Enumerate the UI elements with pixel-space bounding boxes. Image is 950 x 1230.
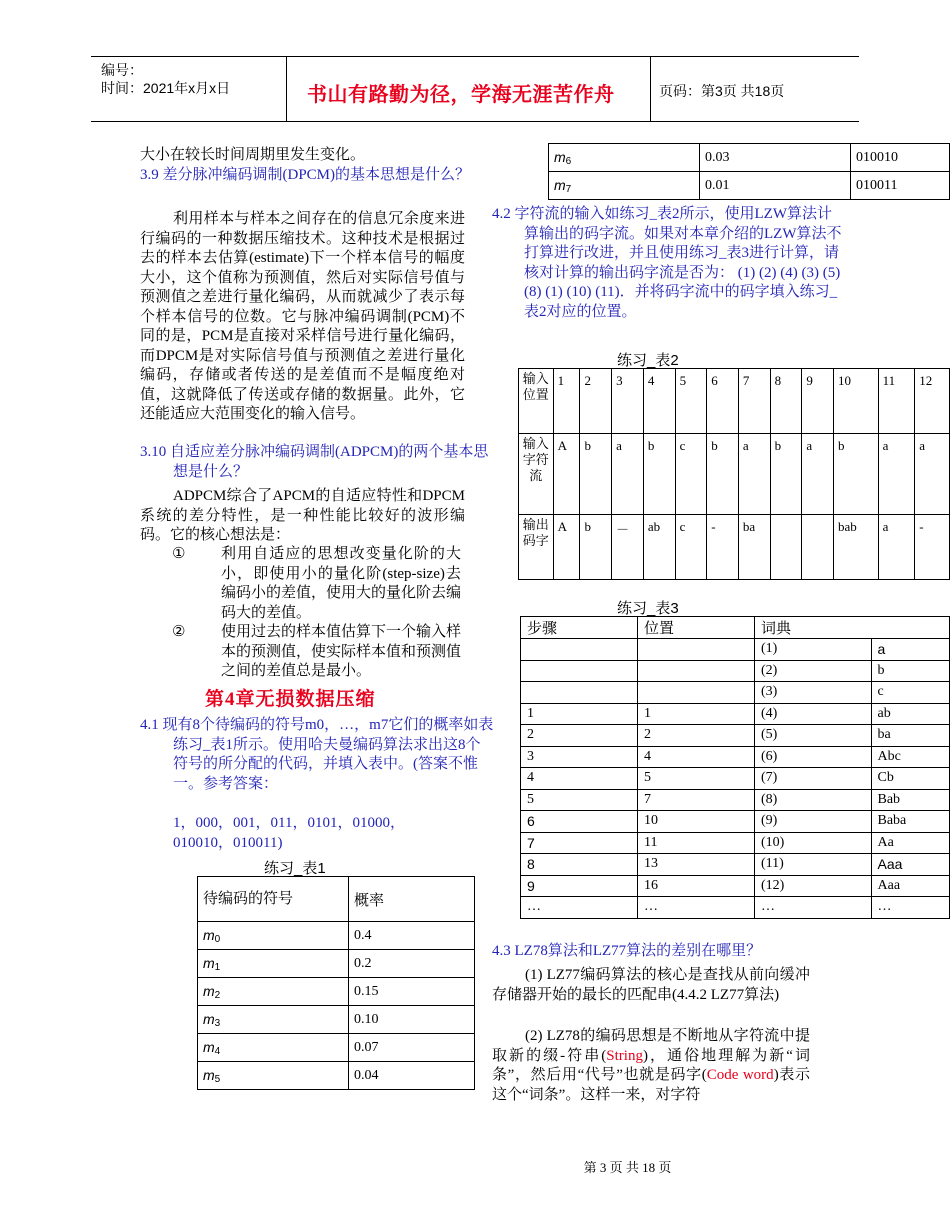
- table2-cell: 12: [915, 369, 950, 434]
- table3-cell: …: [521, 897, 638, 919]
- table3-cell: 10: [638, 811, 755, 833]
- table3-cell: 4: [521, 768, 638, 790]
- table3-cell: [638, 682, 755, 704]
- table3-cell: [638, 660, 755, 682]
- table3-cell: (5): [755, 725, 872, 747]
- table2: [518, 368, 950, 580]
- table3-cell: Baba: [871, 811, 950, 833]
- table-row: [549, 144, 950, 172]
- table3-cell: [521, 639, 638, 661]
- table1-continued: [548, 143, 950, 200]
- table2-cell: b: [580, 434, 612, 515]
- table3-cell: (6): [755, 746, 872, 768]
- table3-cell: 5: [638, 768, 755, 790]
- table2-row-position: [519, 369, 950, 434]
- table1-symbol: $m_1$: [198, 950, 349, 978]
- table2-cell: a: [878, 515, 915, 580]
- table1-symbol: $m_2$: [198, 978, 349, 1006]
- table2-cell: 7: [738, 369, 770, 434]
- table3-cell: (9): [755, 811, 872, 833]
- table1-code: 010011: [851, 172, 950, 200]
- table2-cell: c: [675, 434, 707, 515]
- answer-3-10: ADPCM综合了APCM的自适应特性和DPCM系统的差分特性，是一种性能比较好的波形编码。它的核心想法是：: [140, 488, 465, 543]
- table3-cell: …: [871, 897, 950, 919]
- table3-cell: ba: [871, 725, 950, 747]
- table3-cell: 2: [521, 725, 638, 747]
- table3-cell: ab: [871, 703, 950, 725]
- table1-prob: 0.2: [349, 950, 475, 978]
- table-row: [521, 682, 950, 704]
- table-row: [198, 978, 475, 1006]
- table3-cell: (8): [755, 789, 872, 811]
- table-row: [549, 172, 950, 200]
- table2-row-input: [519, 434, 950, 515]
- question-4-3: 4.3 LZ78算法和LZ77算法的差别在哪里？: [492, 943, 762, 959]
- table2-cell: b: [707, 434, 739, 515]
- paragraph-continued: 大小在较长时间周期里发生变化。: [140, 147, 366, 163]
- table3-cell: [521, 660, 638, 682]
- table3-cell: …: [755, 897, 872, 919]
- table3-cell: c: [871, 682, 950, 704]
- table2-cell: a: [612, 434, 644, 515]
- table1-symbol: $m_3$: [198, 1006, 349, 1034]
- table3-cell: (7): [755, 768, 872, 790]
- table3-cell: a: [871, 639, 950, 661]
- list-item-1: 利用自适应的思想改变量化阶的大小，即使用小的量化阶(step-size)去编码小的差值，使用大的量化阶去编码大的差值。: [221, 546, 462, 621]
- list-marker-2: ②: [172, 624, 186, 640]
- table3-cell: (3): [755, 682, 872, 704]
- table3-cell: 5: [521, 789, 638, 811]
- table1-header-symbol: 待编码的符号: [198, 877, 349, 922]
- table1-header-prob: 概率: [349, 877, 475, 922]
- table1-prob: 0.15: [349, 978, 475, 1006]
- table-row: [198, 1062, 475, 1090]
- answer-4-3-part1: (1) LZ77编码算法的核心是查找从前向缓冲存储器开始的最长的匹配串(4.4.2 LZ77算法): [492, 967, 810, 1003]
- question-4-1: 4.1 现有8个待编码的符号m0，…，m7它们的概率如表练习_表1所示。使用哈夫曼编码算法求出这8个符号的所分配的代码，并填入表中。(答案不惟一。参考答案：: [140, 717, 494, 792]
- table3-cell: 1: [638, 703, 755, 725]
- table2-row-label: 输入字符流: [519, 434, 554, 515]
- table-row: [521, 811, 950, 833]
- table1: [197, 876, 475, 1090]
- table-row: [198, 1034, 475, 1062]
- table1-symbol: $m_7$: [549, 172, 700, 200]
- table3-cell: [521, 682, 638, 704]
- table3-cell: (2): [755, 660, 872, 682]
- table2-cell: [802, 515, 834, 580]
- table2-row-output: [519, 515, 950, 580]
- table2-cell: 10: [833, 369, 878, 434]
- table1-header-row: [198, 877, 475, 922]
- table3-cell: Abc: [871, 746, 950, 768]
- header-bottom-rule: [91, 121, 859, 122]
- table3: [520, 616, 950, 919]
- table3-cell: [638, 639, 755, 661]
- page-footer: 第 3 页 共 18 页: [583, 1160, 672, 1175]
- table2-cell: -: [915, 515, 950, 580]
- table-row: [198, 950, 475, 978]
- table3-caption: 练习_表3: [617, 600, 679, 617]
- question-4-2: 4.2 字符流的输入如练习_表2所示，使用LZW算法计算输出的码字流。如果对本章介绍的LZW算法不打算进行改进，并且使用练习_表3进行计算，请核对计算的输出码字流是否为： (1) (2) (4) (3) (5) (8) (1) (10) (11)．并将码字流中的码字填入练习_表2对应的位置。: [492, 206, 842, 320]
- table2-cell: c: [675, 515, 707, 580]
- table2-cell: 2: [580, 369, 612, 434]
- table1-code: 010010: [851, 144, 950, 172]
- table1-symbol: $m_4$: [198, 1034, 349, 1062]
- table1-prob: 0.04: [349, 1062, 475, 1090]
- table-row: [198, 922, 475, 950]
- table3-cell: 16: [638, 875, 755, 897]
- table3-cell: 7: [521, 832, 638, 854]
- table-row: [521, 875, 950, 897]
- table3-header: 词典: [755, 617, 872, 639]
- chapter-title: 第4章无损数据压缩: [205, 689, 376, 710]
- header-top-rule: [91, 56, 859, 57]
- table2-row-label: 输出码字: [519, 515, 554, 580]
- table2-cell: b: [580, 515, 612, 580]
- table3-cell: 2: [638, 725, 755, 747]
- table-row: [521, 789, 950, 811]
- table-row: [521, 639, 950, 661]
- table-row: [521, 725, 950, 747]
- table2-cell: a: [738, 434, 770, 515]
- term-string: String: [606, 1047, 643, 1064]
- table1-prob: 0.03: [700, 144, 851, 172]
- table1-prob: 0.07: [349, 1034, 475, 1062]
- question-4-1-answer: 1，000，001，011，0101，01000，010010，010011): [173, 815, 405, 851]
- table3-cell: (1): [755, 639, 872, 661]
- table-row: [521, 746, 950, 768]
- header-page-info: 页码：第3页 共18页: [659, 83, 785, 99]
- table2-cell: a: [878, 434, 915, 515]
- table-row: [521, 832, 950, 854]
- table1-caption: 练习_表1: [264, 860, 326, 877]
- table3-cell: Aaa: [871, 854, 950, 876]
- table1-symbol: $m_5$: [198, 1062, 349, 1090]
- table3-cell: 4: [638, 746, 755, 768]
- table3-header: 步骤: [521, 617, 638, 639]
- table2-cell: b: [643, 434, 675, 515]
- term-code-word: Code word: [706, 1067, 774, 1083]
- table1-symbol: $m_0$: [198, 922, 349, 950]
- table2-cell: bab: [833, 515, 878, 580]
- table3-cell: 7: [638, 789, 755, 811]
- table2-cell: 8: [770, 369, 802, 434]
- table2-cell: a: [915, 434, 950, 515]
- table3-cell: (10): [755, 832, 872, 854]
- table3-cell: 6: [521, 811, 638, 833]
- table2-cell: a: [802, 434, 834, 515]
- table3-cell: Aaa: [871, 875, 950, 897]
- doc-time: 时间：2021年x月x日: [101, 80, 231, 96]
- table3-cell: Cb: [871, 768, 950, 790]
- table3-cell: 8: [521, 854, 638, 876]
- table2-caption: 练习_表2: [617, 352, 679, 369]
- table2-cell: －: [612, 515, 644, 580]
- table2-cell: A: [553, 434, 580, 515]
- table2-cell: -: [707, 515, 739, 580]
- doc-number-label: 编号：: [101, 62, 143, 78]
- table3-cell: 3: [521, 746, 638, 768]
- table2-cell: 9: [802, 369, 834, 434]
- table3-cell: Bab: [871, 789, 950, 811]
- table3-cell: (4): [755, 703, 872, 725]
- list-item-2: 使用过去的样本值估算下一个输入样本的预测值，使实际样本值和预测值之间的差值总是最小。: [221, 624, 462, 679]
- table2-cell: 4: [643, 369, 675, 434]
- list-marker-1: ①: [172, 546, 186, 562]
- table3-header-row: [521, 617, 950, 639]
- table2-cell: 6: [707, 369, 739, 434]
- table1-prob: 0.4: [349, 922, 475, 950]
- table3-cell: Aa: [871, 832, 950, 854]
- table2-cell: 5: [675, 369, 707, 434]
- table2-cell: ab: [643, 515, 675, 580]
- table3-cell: …: [638, 897, 755, 919]
- answer-3-9: 利用样本与样本之间存在的信息冗余度来进行编码的一种数据压缩技术。这种技术是根据过去的样本去估算(estimate)下一个样本信号的幅度大小，这个值称为预测值，然后对实际信号值与预测值之差进行量化编码，从而就减少了表示每个样本信号的位数。它与脉冲编码调制(PCM)不同的是，PCM是直接对采样信号进行量化编码，而DPCM是对实际信号值与预测值之差进行量化编码，存储或者传送的是差值而不是幅度绝对值，这就降低了传送或存储的数据量。此外，它还能适应大范围变化的输入信号。: [140, 211, 465, 422]
- table-row: [521, 703, 950, 725]
- table-row: [521, 768, 950, 790]
- table3-cell: 11: [638, 832, 755, 854]
- table3-cell: (12): [755, 875, 872, 897]
- table-row: [521, 897, 950, 919]
- question-3-9: 3.9 差分脉冲编码调制(DPCM)的基本思想是什么？: [140, 167, 471, 183]
- table3-cell: 13: [638, 854, 755, 876]
- table2-cell: 3: [612, 369, 644, 434]
- table3-cell: 1: [521, 703, 638, 725]
- table3-header: [871, 617, 950, 639]
- question-3-10: 3.10 自适应差分脉冲编码调制(ADPCM)的两个基本思想是什么？: [140, 444, 489, 480]
- table1-prob: 0.10: [349, 1006, 475, 1034]
- table2-cell: b: [770, 434, 802, 515]
- table3-header: 位置: [638, 617, 755, 639]
- table2-cell: 1: [553, 369, 580, 434]
- table2-cell: 11: [878, 369, 915, 434]
- table2-cell: ba: [738, 515, 770, 580]
- header-divider-2: [650, 57, 651, 121]
- table2-row-label: 输入位置: [519, 369, 554, 434]
- table1-symbol: $m_6$: [549, 144, 700, 172]
- answer-4-3-part2: (2) LZ78的编码思想是不断地从字符流中提取新的缀-符串(String)，通俗地理解为新“词条”，然后用“代号”也就是码字(Code word)表示这个“词条”。这样一来，对字符: [492, 1028, 810, 1103]
- table2-cell: b: [833, 434, 878, 515]
- table3-cell: 9: [521, 875, 638, 897]
- table2-cell: A: [553, 515, 580, 580]
- header-divider-1: [286, 57, 287, 121]
- table1-prob: 0.01: [700, 172, 851, 200]
- table-row: [521, 854, 950, 876]
- table-row: [198, 1006, 475, 1034]
- table-row: [521, 660, 950, 682]
- header-motto: 书山有路勤为径，学海无涯苦作舟: [307, 84, 615, 106]
- table3-cell: b: [871, 660, 950, 682]
- table2-cell: [770, 515, 802, 580]
- table3-cell: (11): [755, 854, 872, 876]
